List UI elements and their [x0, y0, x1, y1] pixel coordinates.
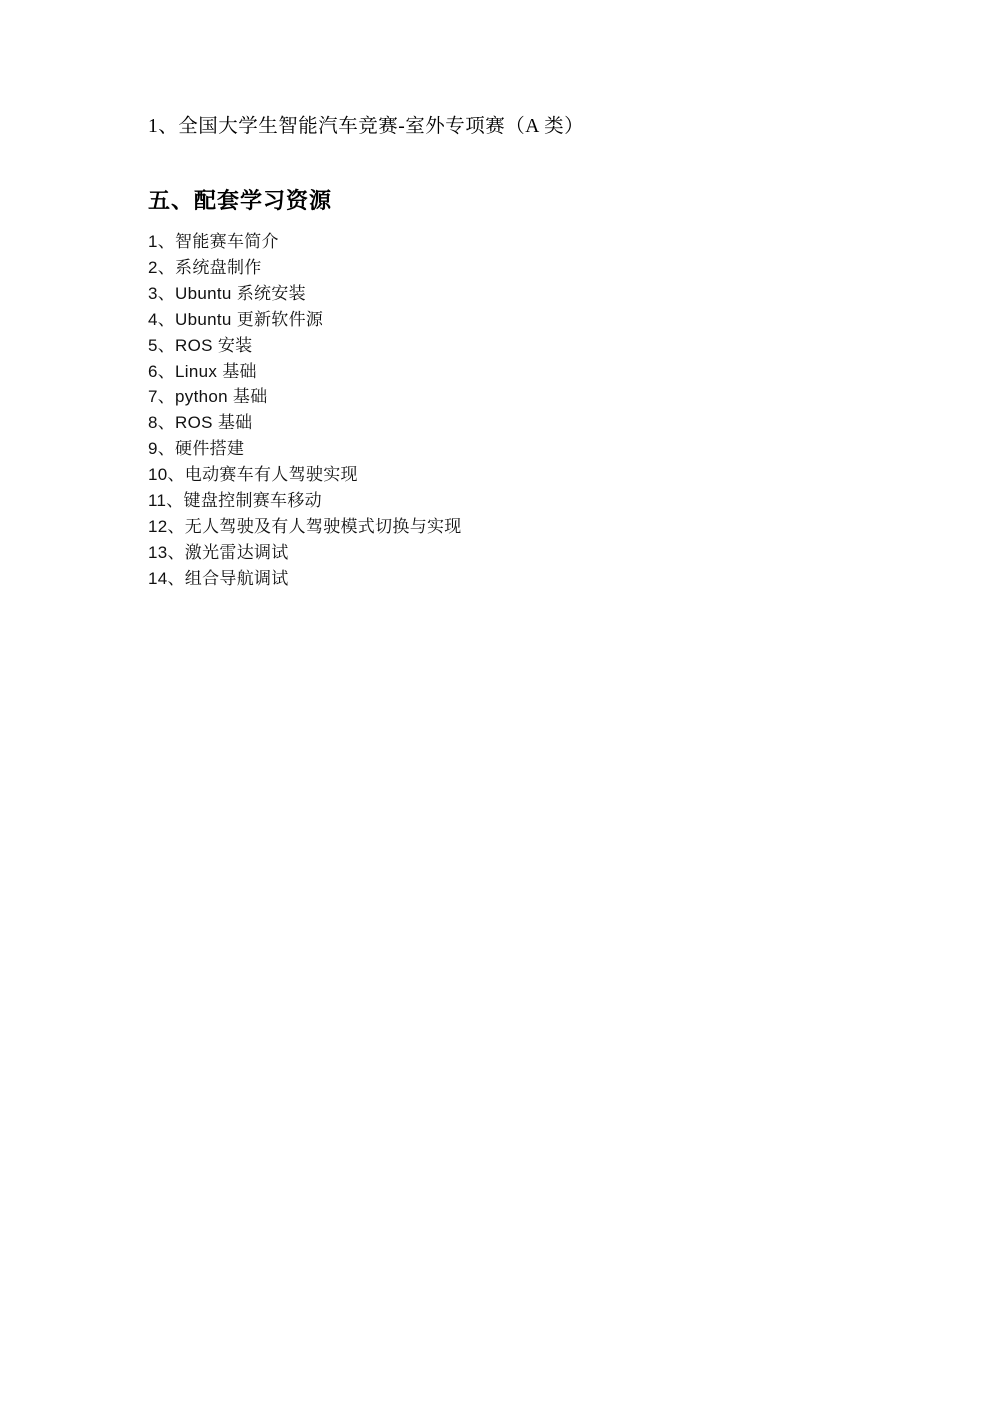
list-item: 12、无人驾驶及有人驾驶模式切换与实现	[148, 516, 462, 536]
list-item: 4、Ubuntu 更新软件源	[148, 309, 324, 329]
list-item: 6、Linux 基础	[148, 361, 257, 381]
list-item: 5、ROS 安装	[148, 335, 253, 355]
list-item: 13、激光雷达调试	[148, 542, 289, 562]
list-item: 11、键盘控制赛车移动	[148, 491, 322, 511]
lead-paragraph: 1、全国大学生智能汽车竞赛-室外专项赛（A 类）	[148, 116, 585, 137]
list-item: 14、组合导航调试	[148, 568, 289, 588]
list-item: 8、ROS 基础	[148, 413, 253, 433]
list-item: 10、电动赛车有人驾驶实现	[148, 465, 358, 485]
list-item: 9、硬件搭建	[148, 439, 245, 459]
section-heading: 五、配套学习资源	[148, 188, 333, 213]
list-item: 1、智能赛车简介	[148, 232, 279, 251]
list-item: 7、python 基础	[148, 387, 268, 407]
list-item: 2、系统盘制作	[148, 257, 262, 277]
document-body	[148, 112, 868, 592]
list-item: 3、Ubuntu 系统安装	[148, 283, 306, 303]
resource-list	[148, 229, 868, 592]
